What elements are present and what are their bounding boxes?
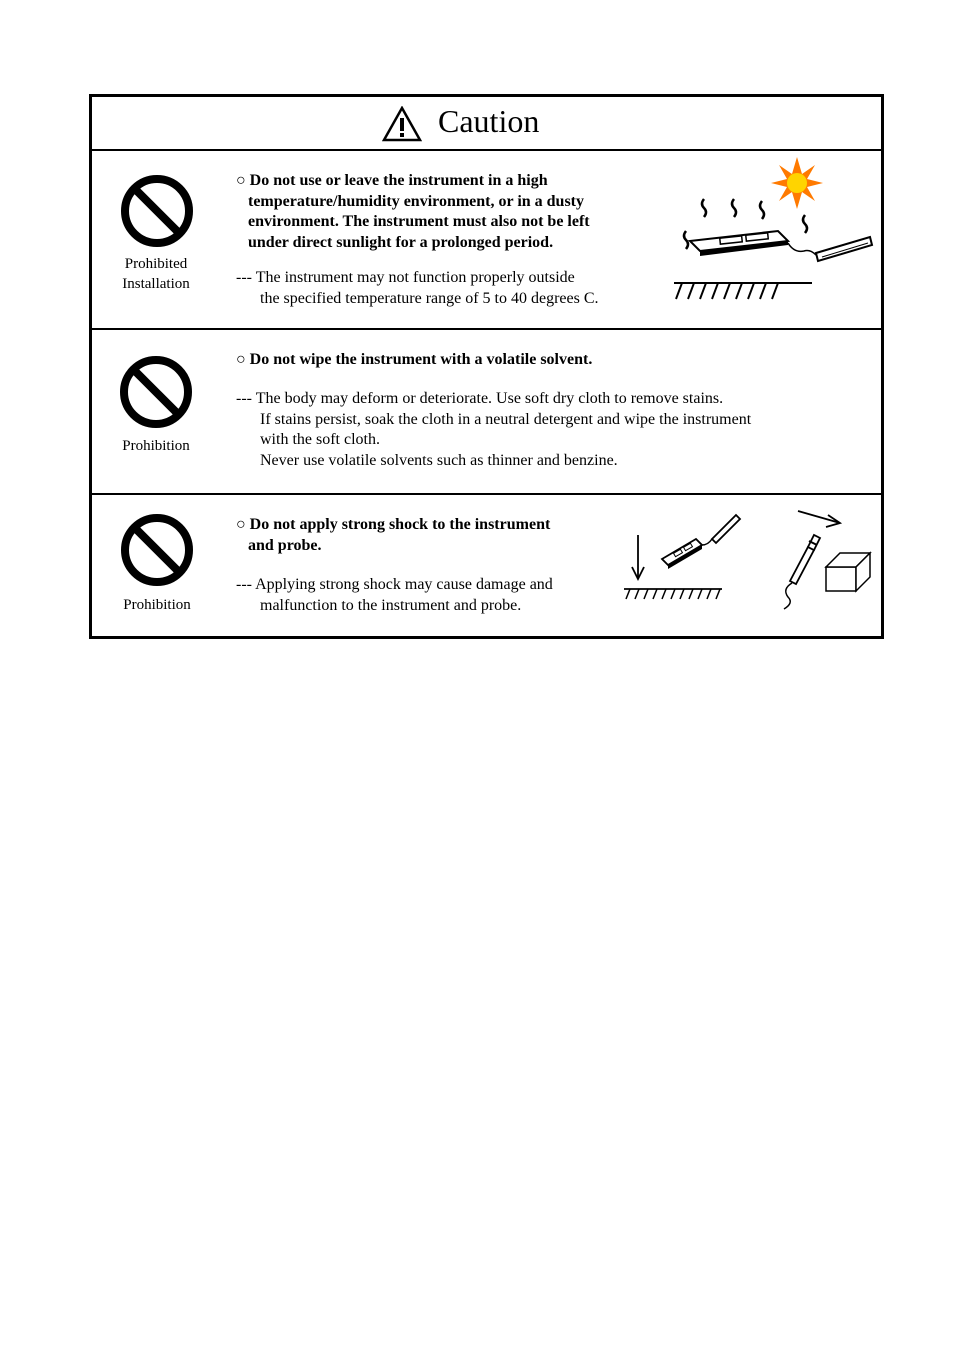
drop-shock-illustration: [618, 507, 888, 627]
prohibition-sign-icon: [119, 355, 193, 429]
caution-title: Caution: [438, 103, 540, 139]
prohibition-sign-icon: [120, 174, 194, 248]
caution-heading: ○ Do not wipe the instrument with a volatile solvent.: [236, 351, 593, 368]
sign-label: Prohibition: [122, 438, 190, 454]
caution-note: --- Applying strong shock may cause damage and malfunction to the instrument and probe.: [236, 576, 553, 614]
caution-header: [92, 97, 881, 151]
sunlight-heat-illustration: [670, 153, 880, 303]
caution-item-shock: [92, 493, 881, 636]
prohibition-sign-icon: [120, 513, 194, 587]
caution-note: --- The body may deform or deteriorate. Use soft dry cloth to remove stains. If stains persist, soak the cloth in a neutral detergent and wipe the instrument with the soft cloth. Never use volatile solvents such as thinner and benzine.: [236, 390, 752, 469]
caution-item-heat: [92, 149, 881, 330]
caution-heading: ○ Do not apply strong shock to the instrument and probe.: [236, 516, 551, 554]
caution-box: [89, 94, 884, 639]
caution-item-solvent: [92, 328, 881, 495]
sign-label: Prohibition: [123, 597, 191, 613]
sign-label: Prohibited Installation: [122, 256, 190, 292]
caution-heading: ○ Do not use or leave the instrument in a high temperature/humidity environment, or in a dusty environment. The instrument must also not be left under direct sunlight for a prolonged period.: [236, 172, 590, 251]
warning-icon: [382, 106, 422, 142]
caution-note: --- The instrument may not function properly outside the specified temperature range of 5 to 40 degrees C.: [236, 269, 599, 307]
